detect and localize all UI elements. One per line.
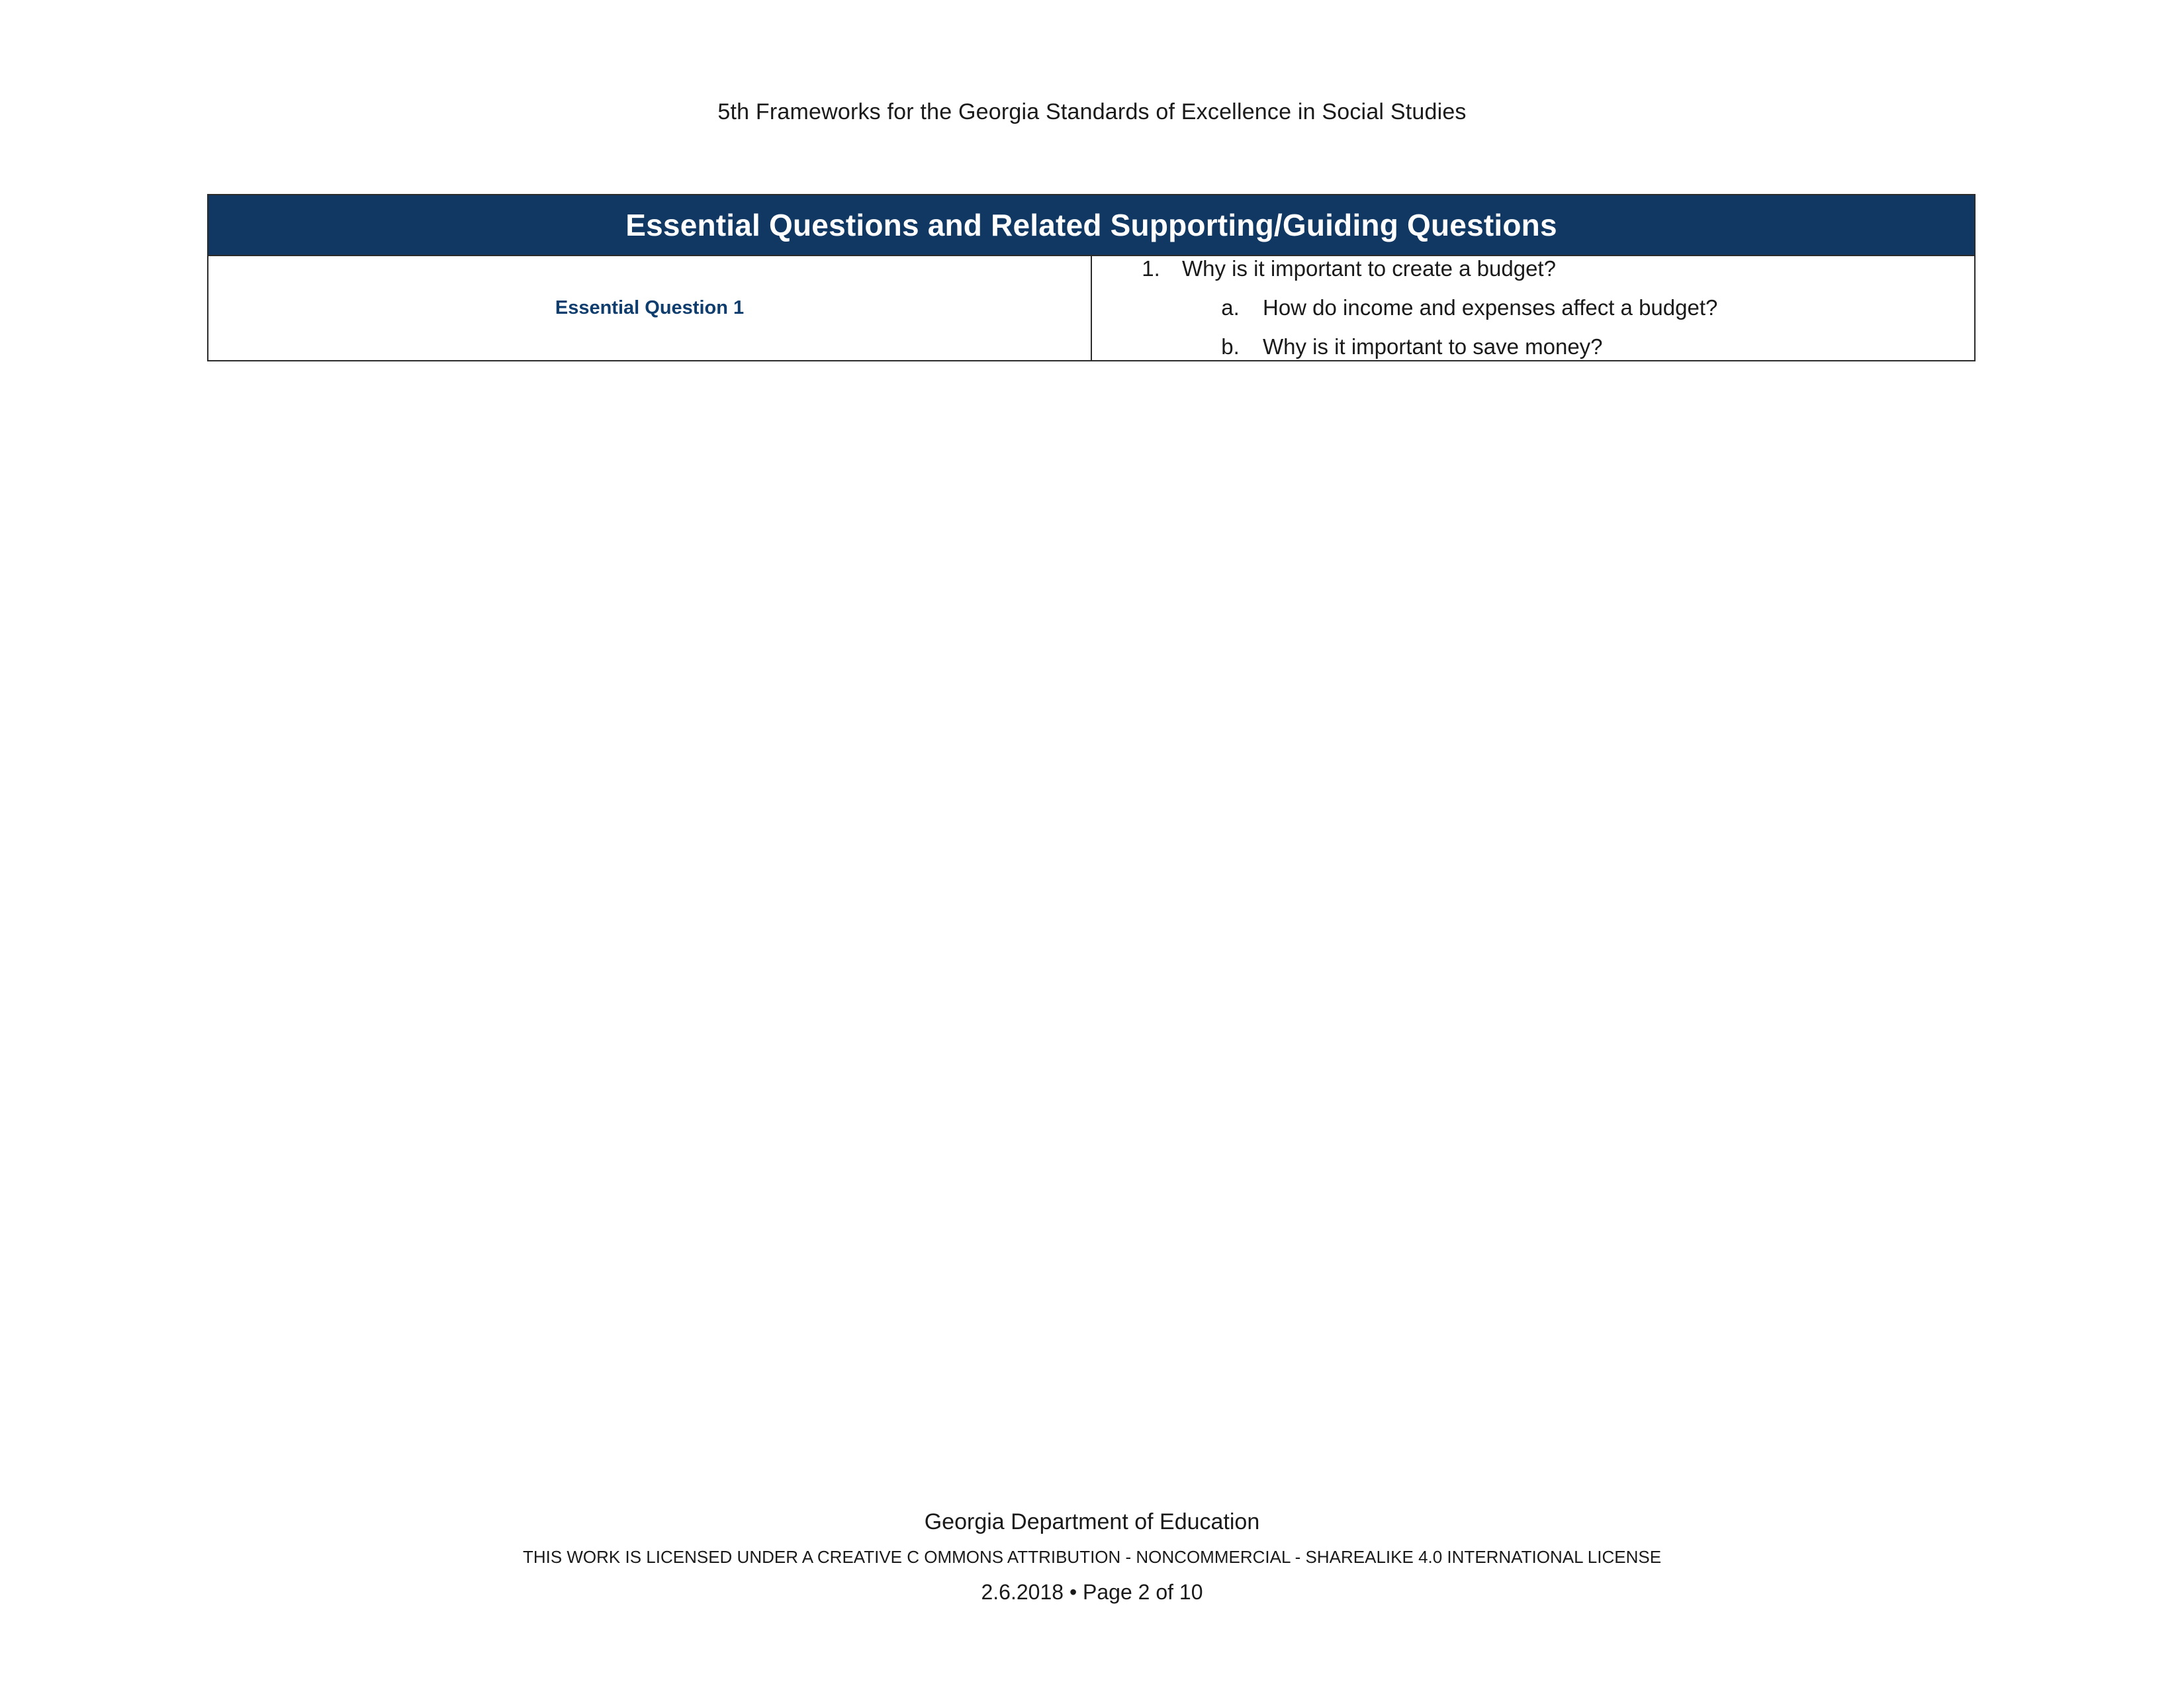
table-title: Essential Questions and Related Supporting/Guiding Questions: [208, 195, 1975, 256]
footer-license: THIS WORK IS LICENSED UNDER A CREATIVE C OMMONS ATTRIBUTION - NONCOMMERCIAL - SHAREALIKE 4.0 INTERNATIONAL LICENSE: [522, 1547, 1662, 1567]
essential-questions-table: [207, 194, 1976, 361]
document-header-title: 5th Frameworks for the Georgia Standards of Excellence in Social Studies: [717, 99, 1467, 124]
table-row: [208, 256, 1975, 361]
main-question-text: Why is it important to create a budget?: [1182, 256, 1556, 281]
essential-question-label: Essential Question 1: [208, 256, 1091, 361]
footer-page-info: 2.6.2018 • Page 2 of 10: [981, 1580, 1203, 1604]
question-list: [1092, 256, 1974, 360]
list-item: [1166, 256, 1974, 360]
list-item: a. How do income and expenses affect a budget?: [1246, 295, 1974, 321]
essential-question-content: [1091, 256, 1975, 361]
sub-question-list: [1182, 295, 1974, 360]
table-header-row: [208, 195, 1975, 256]
list-item: b. Why is it important to save money?: [1246, 334, 1974, 360]
footer-organization: Georgia Department of Education: [924, 1509, 1260, 1534]
